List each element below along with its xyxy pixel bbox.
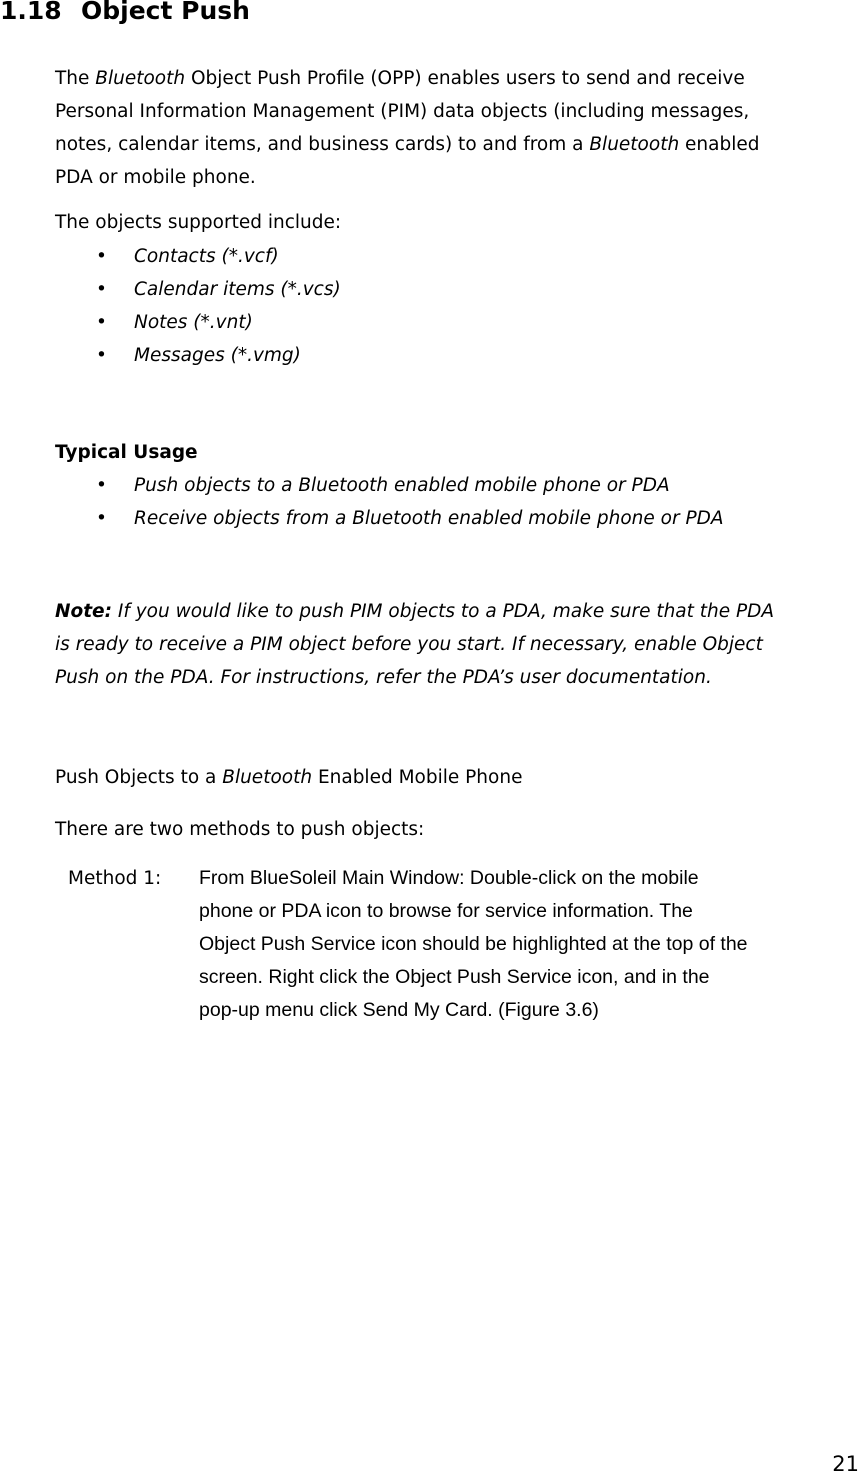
bullet-icon: • (96, 279, 107, 300)
note-label: Note: (55, 601, 112, 622)
list-item: • Push objects to a Bluetooth enabled mobile phone or PDA (96, 469, 724, 502)
intro-paragraph (55, 62, 760, 194)
method-line: phone or PDA icon to browse for service information. The (199, 900, 693, 922)
section-title: Object Push (81, 0, 250, 25)
list-item: • Notes (*.vnt) (96, 306, 341, 339)
bullet-icon: • (96, 508, 107, 529)
bullet-icon: • (96, 345, 107, 366)
intro-line: PDA or mobile phone. (55, 167, 256, 188)
method-1-label: Method 1: (68, 868, 162, 889)
method-line: From BlueSoleil Main Window: Double-click on the mobile (199, 867, 699, 889)
method-line: Object Push Service icon should be highlighted at the top of the (199, 933, 748, 955)
list-item: • Contacts (*.vcf) (96, 240, 341, 273)
bullet-icon: • (96, 246, 107, 267)
bullet-icon: • (96, 312, 107, 333)
method-line: pop-up menu click Send My Card. (Figure 3.6) (199, 999, 599, 1021)
typical-usage-list (96, 469, 724, 535)
intro-line: The Bluetooth Object Push Profile (OPP) enables users to send and receive (55, 68, 745, 89)
objects-list (96, 240, 341, 372)
intro-line: notes, calendar items, and business cards) to and from a Bluetooth enabled (55, 134, 760, 155)
typical-usage-title: Typical Usage (55, 442, 198, 463)
method-1-text (199, 862, 748, 1027)
method-line: screen. Right click the Object Push Service icon, and in the (199, 966, 710, 988)
note-line: Push on the PDA. For instructions, refer the PDA’s user documentation. (55, 667, 712, 688)
page-number: 21 (832, 1452, 859, 1476)
objects-intro: The objects supported include: (55, 212, 342, 233)
methods-intro: There are two methods to push objects: (55, 819, 425, 840)
list-item: • Receive objects from a Bluetooth enabled mobile phone or PDA (96, 502, 724, 535)
intro-line: Personal Information Management (PIM) data objects (including messages, (55, 101, 750, 122)
note-line: Note: If you would like to push PIM objects to a PDA, make sure that the PDA (55, 601, 775, 622)
bullet-icon: • (96, 475, 107, 496)
section-number: 1.18 (0, 0, 62, 25)
note-line: is ready to receive a PIM object before you start. If necessary, enable Object (55, 634, 763, 655)
section-heading (0, 0, 250, 25)
list-item: • Messages (*.vmg) (96, 339, 341, 372)
push-section-title: Push Objects to a Bluetooth Enabled Mobile Phone (55, 767, 523, 788)
note-paragraph (55, 595, 774, 694)
list-item: • Calendar items (*.vcs) (96, 273, 341, 306)
